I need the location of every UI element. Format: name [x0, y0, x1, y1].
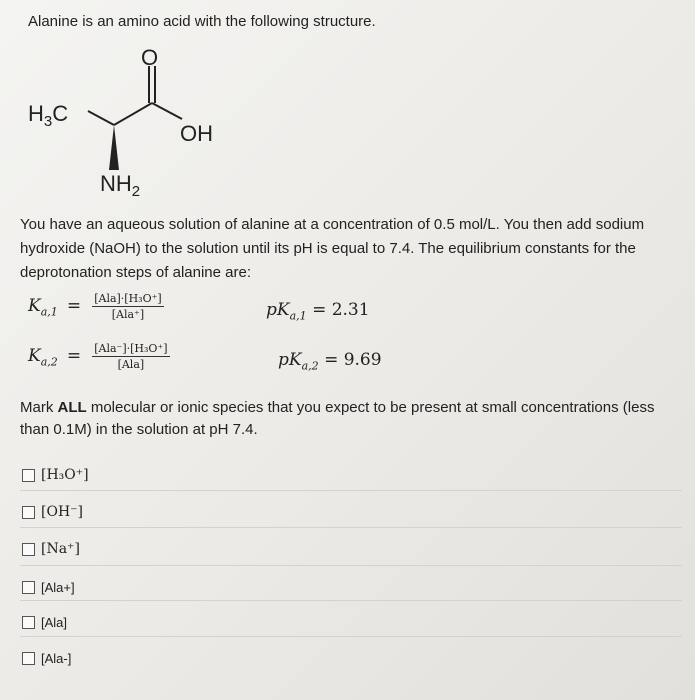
methyl-label: $H_3C$	[28, 101, 69, 130]
wedge-bond-amine	[109, 125, 119, 170]
bond-hydroxyl	[152, 103, 182, 119]
hydroxyl-label: OH	[180, 121, 213, 146]
question-paragraph: You have an aqueous solution of alanine at a concentration of 0.5 mol/L. You then add sodium hydroxide (NaOH) to the solution until its pH is equal to 7.4. The equilibrium constants for the deprotonation steps of alanine are:	[20, 216, 645, 281]
option-ala[interactable]: [Ala]	[22, 609, 682, 635]
ka2-equation: $K_{a,2}$ = $\frac{\text{[Ala⁻]·[H₃O⁺]}}{\text{[Ala]}}$	[28, 342, 168, 371]
ka1-equation: $K_{a,1}$ = $\frac{\text{[Ala]·[H₃O⁺]}}{\text{[Ala⁺]}}$	[28, 292, 162, 321]
amine-label: $NH_2$	[100, 171, 141, 200]
option-ala-minus[interactable]: [Ala-]	[22, 645, 682, 671]
alanine-structure-diagram	[20, 45, 240, 205]
pka1-value: $pK_{a,1} = 2.31$	[266, 300, 370, 323]
checkbox[interactable]	[22, 543, 35, 556]
ka2-fraction: $\frac{\text{[Ala⁻]·[H₃O⁺]}}{\text{[Ala]}}$	[94, 342, 168, 371]
question-instruction: Mark ALL molecular or ionic species that you expect to be present at small concentrations (less than 0.1M) in the solution at pH 7.4.	[20, 399, 655, 438]
bond-methyl	[88, 111, 114, 125]
pka2-value: $pK_{a,2} = 9.69$	[278, 350, 382, 373]
checkbox[interactable]	[22, 652, 35, 665]
checkbox[interactable]	[22, 581, 35, 594]
option-h3o[interactable]: [H₃O⁺]	[22, 462, 682, 488]
checkbox[interactable]	[22, 616, 35, 629]
option-na[interactable]: [Na⁺]	[22, 536, 682, 562]
option-ala-plus[interactable]: [Ala+]	[22, 574, 682, 600]
checkbox[interactable]	[22, 506, 35, 519]
bond-carbonyl-carbon	[114, 103, 152, 125]
question-intro: Alanine is an amino acid with the following structure.	[28, 13, 376, 30]
ka1-fraction: $\frac{\text{[Ala]·[H₃O⁺]}}{\text{[Ala⁺]}}$	[94, 292, 162, 321]
option-oh[interactable]: [OH⁻]	[22, 499, 682, 525]
oxygen-label: O	[141, 45, 159, 70]
checkbox[interactable]	[22, 469, 35, 482]
